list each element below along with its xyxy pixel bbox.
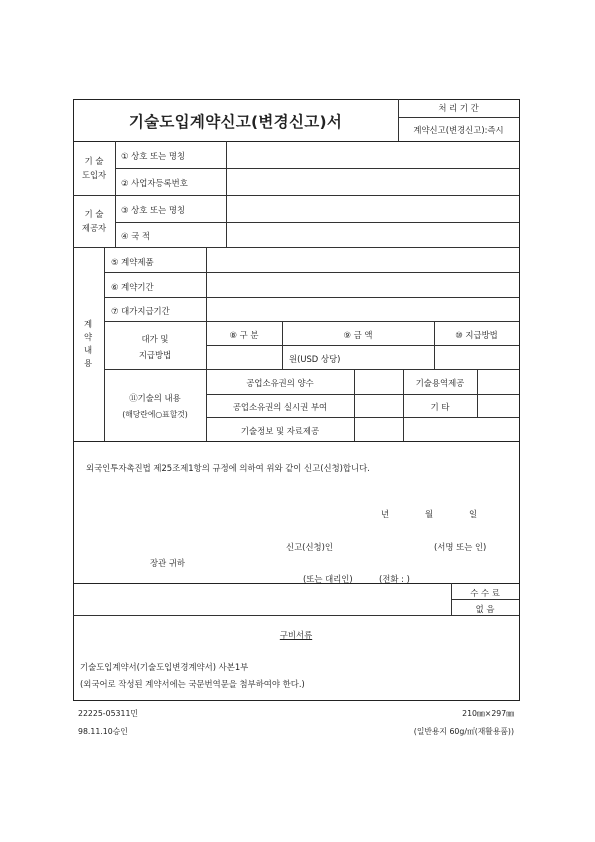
tech-check-ip-transfer[interactable] (356, 370, 402, 393)
provider-label-line2: 제공자 (81, 223, 107, 233)
tech-item-info-provision: 기술정보 및 자료제공 (240, 426, 320, 436)
payment-method-column-header: ⑩ 지급방법 (455, 330, 498, 340)
fee-header: 수 수 료 (470, 588, 500, 598)
processing-period-header: 처 리 기 간 (438, 103, 479, 113)
amount-column-header: ⑨ 금 액 (343, 330, 373, 340)
nationality-input[interactable] (228, 223, 517, 246)
phone-label: (전화 : ) (379, 574, 410, 584)
required-document-note: (외국어로 작성된 계약서에는 국문번역문을 첨부하여야 한다.) (80, 679, 305, 689)
required-document-1: 기술도입계약서(기술도입변경계약서) 사본1부 (80, 662, 249, 672)
paper-type: (일반용지 60g/㎡(재활용품)) (413, 727, 514, 736)
contract-period-input[interactable] (208, 273, 517, 296)
tech-item-ip-license: 공업소유권의 실시권 부여 (232, 402, 328, 412)
amount-input[interactable]: 원(USD 상당) (289, 354, 341, 364)
date-month-label: 월 (425, 509, 434, 519)
payment-method-input[interactable] (436, 346, 517, 368)
processing-period-value: 계약신고(변경신고):즉시 (413, 125, 504, 135)
approval-date: 98.11.10승인 (78, 727, 128, 736)
tech-check-info-provision[interactable] (356, 418, 402, 440)
signature-label: (서명 또는 인) (434, 542, 487, 552)
importer-label-line1: 기 술 (84, 156, 104, 166)
contract-product-input[interactable] (208, 248, 517, 271)
date-year-label: 년 (381, 509, 390, 519)
date-day-label: 일 (469, 509, 478, 519)
payment-period-label: ⑦ 대가지급기간 (111, 306, 170, 316)
addressee-label: 장관 귀하 (150, 558, 186, 568)
nationality-label: ④ 국 적 (121, 231, 151, 241)
contract-period-label: ⑥ 계약기간 (111, 282, 154, 292)
fee-value: 없 음 (475, 604, 495, 614)
tech-content-label-line2: (해당란에○표할것) (122, 410, 188, 419)
required-documents-heading: 구비서류 (279, 630, 313, 640)
payment-label-line2: 지급방법 (138, 350, 172, 360)
provider-label-line1: 기 술 (84, 209, 104, 219)
importer-label-line2: 도입자 (81, 170, 107, 180)
contract-section-label: 계 약 내 용 (83, 319, 93, 368)
contract-product-label: ⑤ 계약제품 (111, 257, 154, 267)
paper-size: 210㎜×297㎜ (462, 709, 514, 718)
importer-company-name-label: ① 상호 또는 명칭 (121, 151, 186, 161)
tech-check-other[interactable] (479, 395, 517, 416)
tech-item-ip-transfer: 공업소유권의 양수 (246, 378, 314, 388)
form-title: 기술도입계약신고(변경신고)서 (128, 113, 343, 131)
tech-check-service[interactable] (479, 370, 517, 393)
payment-label-line1: 대가 및 (141, 334, 169, 344)
category-column-header: ⑧ 구 분 (229, 330, 259, 340)
representative-label: (또는 대리인) (303, 574, 353, 584)
category-input[interactable] (208, 346, 280, 368)
importer-company-name-input[interactable] (228, 142, 517, 167)
business-registration-input[interactable] (228, 169, 517, 194)
business-registration-label: ② 사업자등록번호 (121, 178, 188, 188)
form-code: 22225-05311민 (78, 709, 138, 718)
payment-period-input[interactable] (208, 298, 517, 320)
tech-check-ip-license[interactable] (356, 395, 402, 416)
declaration-statement: 외국인투자촉진법 제25조제1항의 규정에 의하여 위와 같이 신고(신청)합니다. (86, 463, 370, 473)
tech-item-service: 기술용역제공 (415, 378, 465, 388)
tech-item-other: 기 타 (430, 402, 450, 412)
applicant-label: 신고(신청)인 (286, 542, 333, 552)
provider-company-name-label: ③ 상호 또는 명칭 (121, 205, 186, 215)
provider-company-name-input[interactable] (228, 196, 517, 221)
tech-content-label-line1: ⑪기술의 내용 (129, 393, 181, 403)
